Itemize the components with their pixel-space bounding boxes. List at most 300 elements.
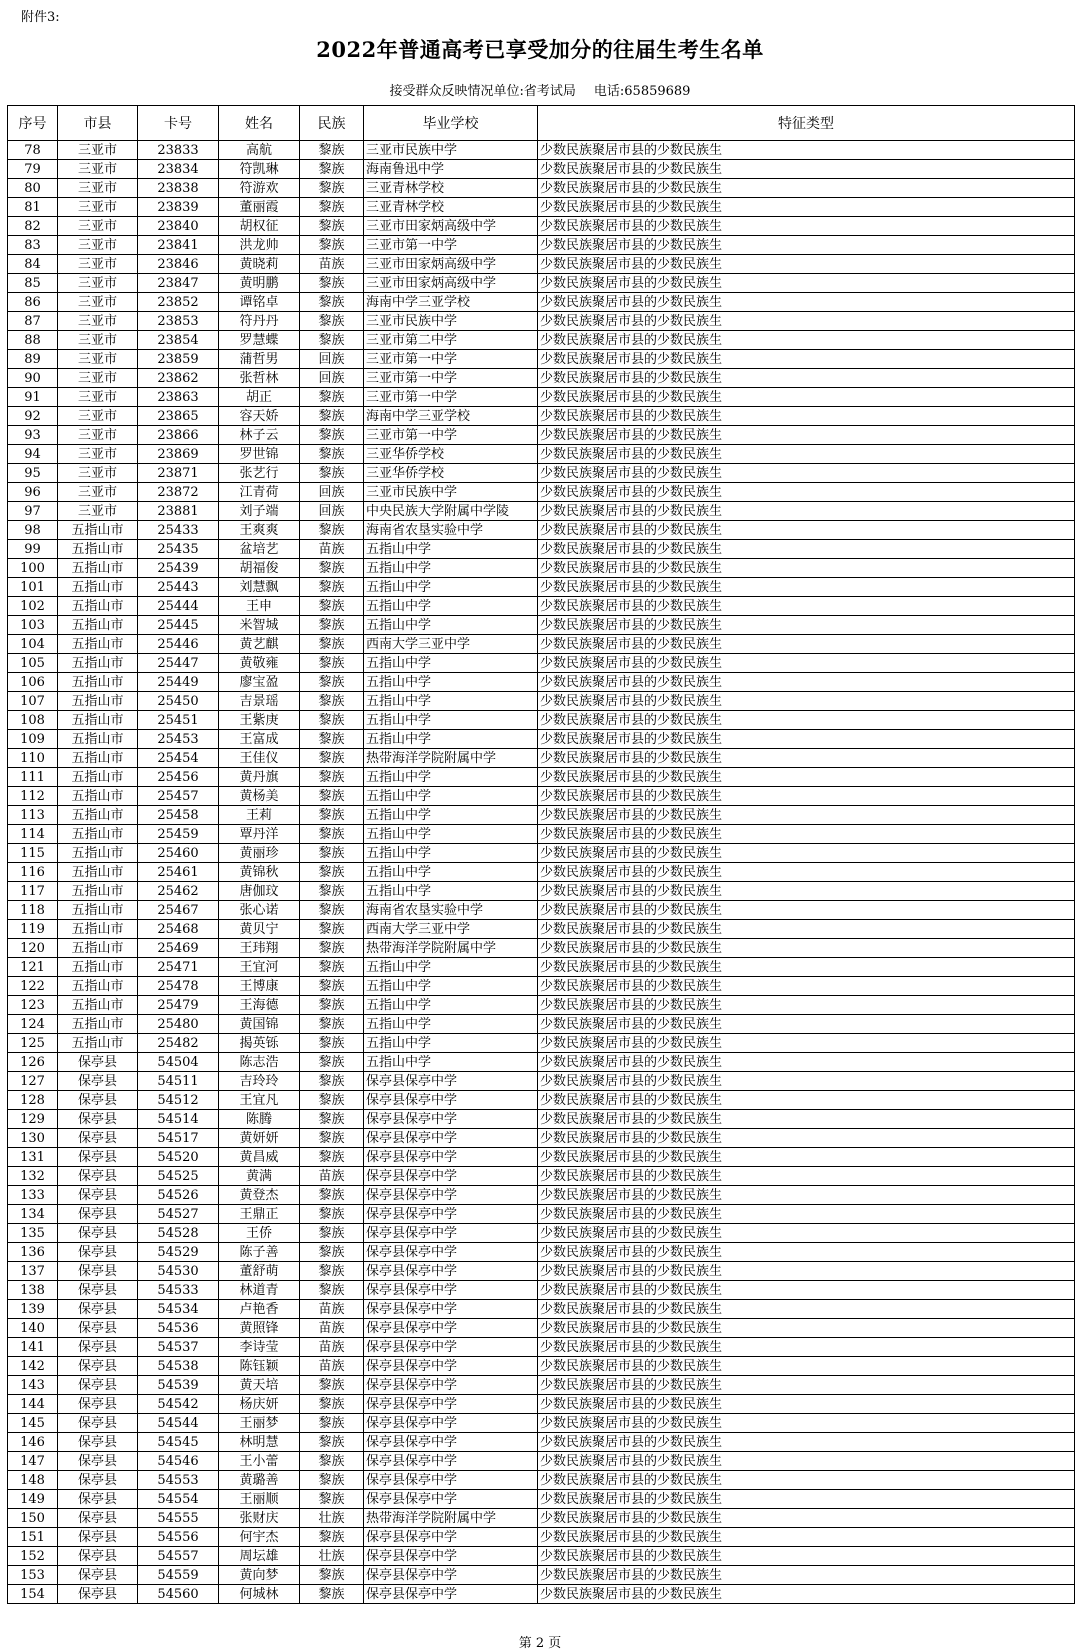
header-index: 序号 [8, 106, 58, 141]
cell-city: 保亭县 [58, 1262, 138, 1281]
cell-ethnicity: 黎族 [300, 1186, 364, 1205]
cell-school: 保亭县保亭中学 [364, 1433, 538, 1452]
cell-index: 152 [8, 1547, 58, 1566]
table-row [8, 1338, 1075, 1357]
table-row [8, 597, 1075, 616]
attachment-label: 附件3: [21, 10, 60, 25]
cell-feature-type: 少数民族聚居市县的少数民族生 [538, 312, 1075, 331]
cell-city: 五指山市 [58, 521, 138, 540]
cell-name: 陈钰颖 [219, 1357, 300, 1376]
cell-card-number: 25451 [138, 711, 219, 730]
cell-ethnicity: 黎族 [300, 445, 364, 464]
cell-name: 张财庆 [219, 1509, 300, 1528]
table-row [8, 711, 1075, 730]
cell-school: 保亭县保亭中学 [364, 1357, 538, 1376]
cell-city: 五指山市 [58, 578, 138, 597]
table-row [8, 1490, 1075, 1509]
cell-ethnicity: 黎族 [300, 1395, 364, 1414]
table-row [8, 1167, 1075, 1186]
table-row [8, 920, 1075, 939]
cell-school: 五指山中学 [364, 730, 538, 749]
cell-ethnicity: 苗族 [300, 1338, 364, 1357]
cell-feature-type: 少数民族聚居市县的少数民族生 [538, 1015, 1075, 1034]
cell-index: 98 [8, 521, 58, 540]
cell-school: 保亭县保亭中学 [364, 1319, 538, 1338]
cell-card-number: 23833 [138, 141, 219, 160]
cell-ethnicity: 黎族 [300, 1224, 364, 1243]
cell-card-number: 25433 [138, 521, 219, 540]
table-row [8, 692, 1075, 711]
cell-city: 三亚市 [58, 198, 138, 217]
cell-name: 廖宝盈 [219, 673, 300, 692]
header-ethnicity: 民族 [300, 106, 364, 141]
cell-name: 符游欢 [219, 179, 300, 198]
cell-feature-type: 少数民族聚居市县的少数民族生 [538, 198, 1075, 217]
cell-ethnicity: 黎族 [300, 1566, 364, 1585]
table-row [8, 369, 1075, 388]
cell-school: 保亭县保亭中学 [364, 1338, 538, 1357]
cell-school: 五指山中学 [364, 711, 538, 730]
cell-school: 五指山中学 [364, 1015, 538, 1034]
cell-school: 保亭县保亭中学 [364, 1243, 538, 1262]
cell-feature-type: 少数民族聚居市县的少数民族生 [538, 483, 1075, 502]
cell-card-number: 23872 [138, 483, 219, 502]
cell-school: 三亚市第一中学 [364, 426, 538, 445]
cell-name: 王小蕾 [219, 1452, 300, 1471]
cell-index: 117 [8, 882, 58, 901]
cell-card-number: 23854 [138, 331, 219, 350]
cell-city: 保亭县 [58, 1433, 138, 1452]
cell-city: 保亭县 [58, 1566, 138, 1585]
cell-ethnicity: 黎族 [300, 996, 364, 1015]
cell-ethnicity: 黎族 [300, 1376, 364, 1395]
table-body [8, 141, 1075, 1604]
cell-card-number: 54517 [138, 1129, 219, 1148]
cell-index: 132 [8, 1167, 58, 1186]
cell-name: 林子云 [219, 426, 300, 445]
cell-index: 86 [8, 293, 58, 312]
cell-card-number: 25462 [138, 882, 219, 901]
cell-name: 何宇杰 [219, 1528, 300, 1547]
cell-ethnicity: 黎族 [300, 217, 364, 236]
cell-feature-type: 少数民族聚居市县的少数民族生 [538, 236, 1075, 255]
cell-name: 王鼎正 [219, 1205, 300, 1224]
cell-school: 保亭县保亭中学 [364, 1585, 538, 1604]
cell-ethnicity: 黎族 [300, 1262, 364, 1281]
cell-index: 149 [8, 1490, 58, 1509]
cell-ethnicity: 黎族 [300, 521, 364, 540]
table-row [8, 1471, 1075, 1490]
cell-card-number: 54520 [138, 1148, 219, 1167]
cell-city: 三亚市 [58, 293, 138, 312]
cell-index: 151 [8, 1528, 58, 1547]
cell-ethnicity: 苗族 [300, 255, 364, 274]
cell-card-number: 54530 [138, 1262, 219, 1281]
cell-school: 五指山中学 [364, 863, 538, 882]
cell-index: 95 [8, 464, 58, 483]
cell-card-number: 25467 [138, 901, 219, 920]
table-row [8, 882, 1075, 901]
cell-ethnicity: 黎族 [300, 1148, 364, 1167]
cell-school: 保亭县保亭中学 [364, 1376, 538, 1395]
cell-ethnicity: 苗族 [300, 540, 364, 559]
cell-feature-type: 少数民族聚居市县的少数民族生 [538, 1338, 1075, 1357]
contact-phone: 电话:65859689 [593, 84, 691, 99]
table-row [8, 198, 1075, 217]
cell-feature-type: 少数民族聚居市县的少数民族生 [538, 1129, 1075, 1148]
table-row [8, 1433, 1075, 1452]
cell-card-number: 25468 [138, 920, 219, 939]
cell-index: 133 [8, 1186, 58, 1205]
cell-card-number: 54556 [138, 1528, 219, 1547]
cell-index: 136 [8, 1243, 58, 1262]
cell-name: 黄国锦 [219, 1015, 300, 1034]
cell-feature-type: 少数民族聚居市县的少数民族生 [538, 1281, 1075, 1300]
cell-name: 王玮翔 [219, 939, 300, 958]
cell-card-number: 23839 [138, 198, 219, 217]
cell-school: 五指山中学 [364, 673, 538, 692]
cell-school: 海南中学三亚学校 [364, 293, 538, 312]
cell-feature-type: 少数民族聚居市县的少数民族生 [538, 901, 1075, 920]
cell-name: 董丽霞 [219, 198, 300, 217]
table-row [8, 179, 1075, 198]
cell-name: 罗世锦 [219, 445, 300, 464]
cell-card-number: 54544 [138, 1414, 219, 1433]
cell-card-number: 54534 [138, 1300, 219, 1319]
cell-name: 刘慧飘 [219, 578, 300, 597]
cell-feature-type: 少数民族聚居市县的少数民族生 [538, 844, 1075, 863]
cell-name: 周坛雄 [219, 1547, 300, 1566]
cell-city: 五指山市 [58, 768, 138, 787]
cell-city: 保亭县 [58, 1110, 138, 1129]
cell-city: 五指山市 [58, 559, 138, 578]
contact-unit: 接受群众反映情况单位:省考试局 [389, 84, 576, 99]
cell-feature-type: 少数民族聚居市县的少数民族生 [538, 160, 1075, 179]
cell-index: 141 [8, 1338, 58, 1357]
cell-feature-type: 少数民族聚居市县的少数民族生 [538, 996, 1075, 1015]
table-row [8, 1319, 1075, 1338]
cell-index: 138 [8, 1281, 58, 1300]
cell-name: 唐伽玟 [219, 882, 300, 901]
cell-city: 五指山市 [58, 958, 138, 977]
cell-city: 五指山市 [58, 806, 138, 825]
cell-ethnicity: 壮族 [300, 1509, 364, 1528]
cell-card-number: 23871 [138, 464, 219, 483]
cell-card-number: 25456 [138, 768, 219, 787]
cell-index: 80 [8, 179, 58, 198]
cell-feature-type: 少数民族聚居市县的少数民族生 [538, 1091, 1075, 1110]
cell-school: 五指山中学 [364, 787, 538, 806]
cell-feature-type: 少数民族聚居市县的少数民族生 [538, 882, 1075, 901]
cell-ethnicity: 黎族 [300, 1433, 364, 1452]
cell-index: 127 [8, 1072, 58, 1091]
cell-index: 82 [8, 217, 58, 236]
cell-school: 保亭县保亭中学 [364, 1281, 538, 1300]
table-row [8, 559, 1075, 578]
cell-school: 保亭县保亭中学 [364, 1490, 538, 1509]
cell-city: 三亚市 [58, 274, 138, 293]
cell-card-number: 54542 [138, 1395, 219, 1414]
table-row [8, 293, 1075, 312]
cell-school: 三亚市第一中学 [364, 369, 538, 388]
cell-ethnicity: 黎族 [300, 388, 364, 407]
cell-index: 107 [8, 692, 58, 711]
table-row [8, 616, 1075, 635]
header-school: 毕业学校 [364, 106, 538, 141]
cell-ethnicity: 黎族 [300, 1490, 364, 1509]
cell-feature-type: 少数民族聚居市县的少数民族生 [538, 1357, 1075, 1376]
cell-city: 五指山市 [58, 863, 138, 882]
table-row [8, 1452, 1075, 1471]
cell-city: 五指山市 [58, 787, 138, 806]
table-row [8, 1186, 1075, 1205]
cell-city: 五指山市 [58, 749, 138, 768]
cell-school: 五指山中学 [364, 559, 538, 578]
table-row [8, 806, 1075, 825]
cell-city: 三亚市 [58, 350, 138, 369]
cell-index: 126 [8, 1053, 58, 1072]
cell-name: 林道青 [219, 1281, 300, 1300]
cell-name: 林明慧 [219, 1433, 300, 1452]
cell-name: 张心诺 [219, 901, 300, 920]
cell-name: 王海德 [219, 996, 300, 1015]
cell-card-number: 25447 [138, 654, 219, 673]
cell-card-number: 54526 [138, 1186, 219, 1205]
table-row [8, 464, 1075, 483]
cell-school: 西南大学三亚中学 [364, 635, 538, 654]
table-row [8, 787, 1075, 806]
cell-city: 三亚市 [58, 445, 138, 464]
cell-name: 黄妍妍 [219, 1129, 300, 1148]
cell-card-number: 54511 [138, 1072, 219, 1091]
cell-school: 保亭县保亭中学 [364, 1452, 538, 1471]
cell-feature-type: 少数民族聚居市县的少数民族生 [538, 1547, 1075, 1566]
table-row [8, 1072, 1075, 1091]
header-card-number: 卡号 [138, 106, 219, 141]
cell-name: 符丹丹 [219, 312, 300, 331]
cell-ethnicity: 黎族 [300, 692, 364, 711]
cell-feature-type: 少数民族聚居市县的少数民族生 [538, 1072, 1075, 1091]
cell-index: 123 [8, 996, 58, 1015]
cell-school: 五指山中学 [364, 844, 538, 863]
cell-index: 106 [8, 673, 58, 692]
cell-index: 148 [8, 1471, 58, 1490]
cell-feature-type: 少数民族聚居市县的少数民族生 [538, 711, 1075, 730]
cell-city: 三亚市 [58, 407, 138, 426]
cell-card-number: 25461 [138, 863, 219, 882]
cell-school: 热带海洋学院附属中学 [364, 939, 538, 958]
cell-school: 五指山中学 [364, 958, 538, 977]
cell-city: 三亚市 [58, 483, 138, 502]
cell-card-number: 23841 [138, 236, 219, 255]
cell-name: 王富成 [219, 730, 300, 749]
cell-feature-type: 少数民族聚居市县的少数民族生 [538, 958, 1075, 977]
cell-card-number: 25445 [138, 616, 219, 635]
table-row [8, 1243, 1075, 1262]
cell-school: 三亚市田家炳高级中学 [364, 274, 538, 293]
table-row [8, 1015, 1075, 1034]
cell-school: 保亭县保亭中学 [364, 1072, 538, 1091]
page-title: 2022年普通高考已享受加分的往届生考生名单 [316, 37, 764, 62]
table-row [8, 236, 1075, 255]
student-table [7, 105, 1075, 1604]
page-number: 第 2 页 [518, 1636, 562, 1651]
cell-index: 97 [8, 502, 58, 521]
cell-feature-type: 少数民族聚居市县的少数民族生 [538, 1528, 1075, 1547]
cell-city: 三亚市 [58, 179, 138, 198]
cell-name: 黄满 [219, 1167, 300, 1186]
table-row [8, 654, 1075, 673]
cell-index: 125 [8, 1034, 58, 1053]
table-row [8, 160, 1075, 179]
cell-school: 三亚青林学校 [364, 179, 538, 198]
cell-school: 海南省农垦实验中学 [364, 521, 538, 540]
cell-school: 五指山中学 [364, 882, 538, 901]
cell-name: 王博康 [219, 977, 300, 996]
cell-school: 保亭县保亭中学 [364, 1148, 538, 1167]
cell-card-number: 23859 [138, 350, 219, 369]
cell-school: 五指山中学 [364, 825, 538, 844]
cell-city: 三亚市 [58, 217, 138, 236]
cell-card-number: 54528 [138, 1224, 219, 1243]
cell-name: 黄丽珍 [219, 844, 300, 863]
cell-ethnicity: 回族 [300, 369, 364, 388]
cell-card-number: 54559 [138, 1566, 219, 1585]
cell-name: 吉景瑶 [219, 692, 300, 711]
cell-feature-type: 少数民族聚居市县的少数民族生 [538, 749, 1075, 768]
cell-ethnicity: 黎族 [300, 730, 364, 749]
cell-ethnicity: 黎族 [300, 274, 364, 293]
cell-school: 三亚市民族中学 [364, 483, 538, 502]
cell-card-number: 25443 [138, 578, 219, 597]
cell-name: 陈子善 [219, 1243, 300, 1262]
cell-ethnicity: 黎族 [300, 711, 364, 730]
cell-city: 保亭县 [58, 1338, 138, 1357]
cell-card-number: 54533 [138, 1281, 219, 1300]
cell-school: 海南鲁迅中学 [364, 160, 538, 179]
table-header-row [8, 106, 1075, 141]
cell-city: 三亚市 [58, 426, 138, 445]
cell-city: 五指山市 [58, 882, 138, 901]
cell-card-number: 23865 [138, 407, 219, 426]
cell-feature-type: 少数民族聚居市县的少数民族生 [538, 293, 1075, 312]
cell-feature-type: 少数民族聚居市县的少数民族生 [538, 1110, 1075, 1129]
cell-school: 五指山中学 [364, 1053, 538, 1072]
cell-name: 卢艳香 [219, 1300, 300, 1319]
cell-name: 黄向梦 [219, 1566, 300, 1585]
table-row [8, 388, 1075, 407]
cell-card-number: 54553 [138, 1471, 219, 1490]
cell-index: 92 [8, 407, 58, 426]
cell-ethnicity: 黎族 [300, 1053, 364, 1072]
cell-index: 109 [8, 730, 58, 749]
cell-city: 保亭县 [58, 1509, 138, 1528]
cell-name: 黄照锋 [219, 1319, 300, 1338]
cell-school: 保亭县保亭中学 [364, 1414, 538, 1433]
cell-school: 五指山中学 [364, 1034, 538, 1053]
table-row [8, 1528, 1075, 1547]
cell-index: 144 [8, 1395, 58, 1414]
cell-feature-type: 少数民族聚居市县的少数民族生 [538, 1167, 1075, 1186]
cell-school: 保亭县保亭中学 [364, 1566, 538, 1585]
cell-city: 保亭县 [58, 1585, 138, 1604]
cell-index: 96 [8, 483, 58, 502]
cell-ethnicity: 黎族 [300, 749, 364, 768]
cell-school: 三亚市第一中学 [364, 350, 538, 369]
table-row [8, 540, 1075, 559]
cell-ethnicity: 苗族 [300, 1300, 364, 1319]
cell-card-number: 25469 [138, 939, 219, 958]
table-row [8, 521, 1075, 540]
cell-card-number: 25457 [138, 787, 219, 806]
cell-city: 三亚市 [58, 236, 138, 255]
cell-feature-type: 少数民族聚居市县的少数民族生 [538, 673, 1075, 692]
cell-school: 三亚青林学校 [364, 198, 538, 217]
cell-index: 147 [8, 1452, 58, 1471]
cell-feature-type: 少数民族聚居市县的少数民族生 [538, 464, 1075, 483]
cell-ethnicity: 黎族 [300, 236, 364, 255]
cell-card-number: 54527 [138, 1205, 219, 1224]
cell-index: 101 [8, 578, 58, 597]
table-row [8, 274, 1075, 293]
cell-index: 124 [8, 1015, 58, 1034]
cell-school: 热带海洋学院附属中学 [364, 749, 538, 768]
cell-index: 94 [8, 445, 58, 464]
table-row [8, 1129, 1075, 1148]
cell-city: 三亚市 [58, 160, 138, 179]
cell-ethnicity: 黎族 [300, 1072, 364, 1091]
cell-index: 90 [8, 369, 58, 388]
cell-city: 五指山市 [58, 654, 138, 673]
cell-city: 三亚市 [58, 141, 138, 160]
cell-feature-type: 少数民族聚居市县的少数民族生 [538, 407, 1075, 426]
cell-ethnicity: 黎族 [300, 673, 364, 692]
cell-ethnicity: 黎族 [300, 464, 364, 483]
cell-feature-type: 少数民族聚居市县的少数民族生 [538, 350, 1075, 369]
table-row [8, 578, 1075, 597]
cell-index: 120 [8, 939, 58, 958]
cell-school: 三亚市民族中学 [364, 141, 538, 160]
cell-ethnicity: 黎族 [300, 958, 364, 977]
cell-feature-type: 少数民族聚居市县的少数民族生 [538, 787, 1075, 806]
table-row [8, 635, 1075, 654]
cell-school: 三亚市田家炳高级中学 [364, 217, 538, 236]
cell-name: 董舒萌 [219, 1262, 300, 1281]
cell-school: 三亚市田家炳高级中学 [364, 255, 538, 274]
table-row [8, 1205, 1075, 1224]
cell-card-number: 54560 [138, 1585, 219, 1604]
cell-school: 海南中学三亚学校 [364, 407, 538, 426]
table-row [8, 673, 1075, 692]
table-row [8, 483, 1075, 502]
cell-card-number: 25444 [138, 597, 219, 616]
cell-city: 五指山市 [58, 540, 138, 559]
cell-name: 王佳仪 [219, 749, 300, 768]
cell-city: 五指山市 [58, 616, 138, 635]
header-city: 市县 [58, 106, 138, 141]
cell-city: 保亭县 [58, 1528, 138, 1547]
cell-index: 112 [8, 787, 58, 806]
cell-feature-type: 少数民族聚居市县的少数民族生 [538, 1243, 1075, 1262]
cell-city: 保亭县 [58, 1091, 138, 1110]
cell-school: 保亭县保亭中学 [364, 1547, 538, 1566]
cell-card-number: 25435 [138, 540, 219, 559]
cell-ethnicity: 黎族 [300, 407, 364, 426]
cell-card-number: 25478 [138, 977, 219, 996]
table-row [8, 502, 1075, 521]
cell-ethnicity: 黎族 [300, 825, 364, 844]
cell-school: 保亭县保亭中学 [364, 1300, 538, 1319]
